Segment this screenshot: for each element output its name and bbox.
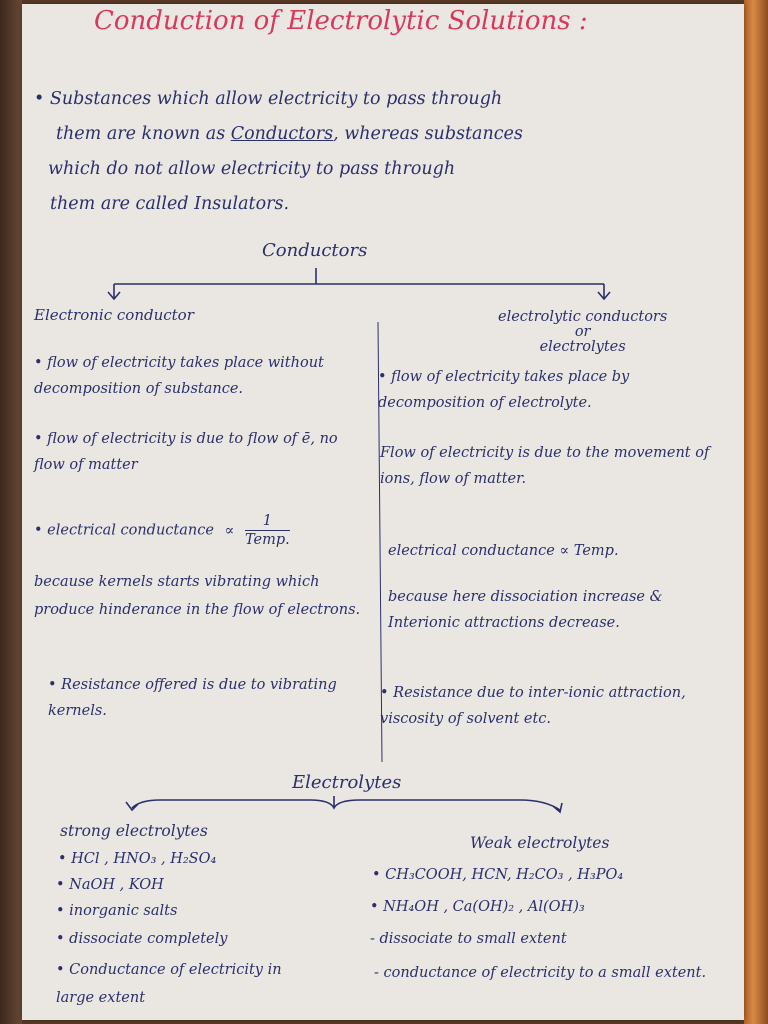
electronic-point-5: • Resistance offered is due to vibrating kernels. [48, 677, 337, 719]
weak-item-4: - conductance of electricity to a small extent. [374, 965, 707, 981]
electrolytic-point-1: • flow of electricity takes place by decomposition of electrolyte. [378, 369, 630, 411]
electrolytic-heading-1: electrolytic conductors [498, 309, 668, 325]
proportional-symbol: ∝ [224, 522, 235, 539]
electronic-conductor-heading: Electronic conductor [34, 306, 194, 324]
conductors-term: Conductors [230, 124, 334, 144]
strong-item-4: • dissociate completely [56, 931, 228, 947]
conductance-label: • electrical conductance [34, 522, 214, 539]
intro-line-2-c: , whereas substances [333, 124, 523, 144]
electronic-point-3 [34, 512, 290, 549]
electrolytic-point-5: • Resistance due to inter-ionic attraction, viscosity of solvent etc. [380, 685, 686, 727]
intro-line-1: • Substances which allow electricity to pass through [34, 89, 503, 109]
electronic-point-1: • flow of electricity takes place without decomposition of substance. [34, 355, 324, 397]
intro-line-4: them are called Insulators. [50, 194, 290, 214]
electrolytes-heading: Electrolytes [292, 772, 402, 793]
strong-item-5: • Conductance of electricity in large extent [56, 962, 282, 1006]
strong-item-2: • NaOH , KOH [56, 877, 164, 893]
fraction-numerator: 1 [245, 512, 290, 531]
weak-electrolytes-heading: Weak electrolytes [470, 834, 610, 852]
weak-item-3: - dissociate to small extent [370, 931, 567, 947]
strong-item-1: • HCl , HNO₃ , H₂SO₄ [58, 851, 217, 867]
intro-line-2-a: them are known as [56, 124, 231, 144]
electronic-point-4: because kernels starts vibrating which produce hinderance in the flow of electrons. [34, 574, 361, 618]
fraction-denominator: Temp. [244, 532, 290, 548]
electrolytic-heading-or: or [574, 324, 591, 340]
fraction [245, 512, 290, 549]
weak-item-1: • CH₃COOH, HCN, H₂CO₃ , H₃PO₄ [372, 867, 624, 883]
weak-item-2: • NH₄OH , Ca(OH)₂ , Al(OH)₃ [370, 899, 585, 915]
electrolytic-point-2: Flow of electricity is due to the movement of ions, flow of matter. [380, 445, 710, 487]
strong-electrolytes-heading: strong electrolytes [60, 822, 208, 840]
page-title: Conduction of Electrolytic Solutions : [94, 6, 588, 36]
strong-item-3: • inorganic salts [56, 903, 178, 919]
electrolytic-conductor-heading [498, 310, 667, 355]
intro-line-3: which do not allow electricity to pass through [48, 159, 456, 179]
electrolytic-point-3: electrical conductance ∝ Temp. [388, 543, 619, 559]
electrolytic-heading-2: electrolytes [539, 339, 626, 355]
conductors-heading: Conductors [262, 240, 368, 261]
electrolytic-point-4: because here dissociation increase & Interionic attractions decrease. [388, 589, 663, 631]
electronic-point-2: • flow of electricity is due to flow of ē, no flow of matter [34, 431, 338, 473]
